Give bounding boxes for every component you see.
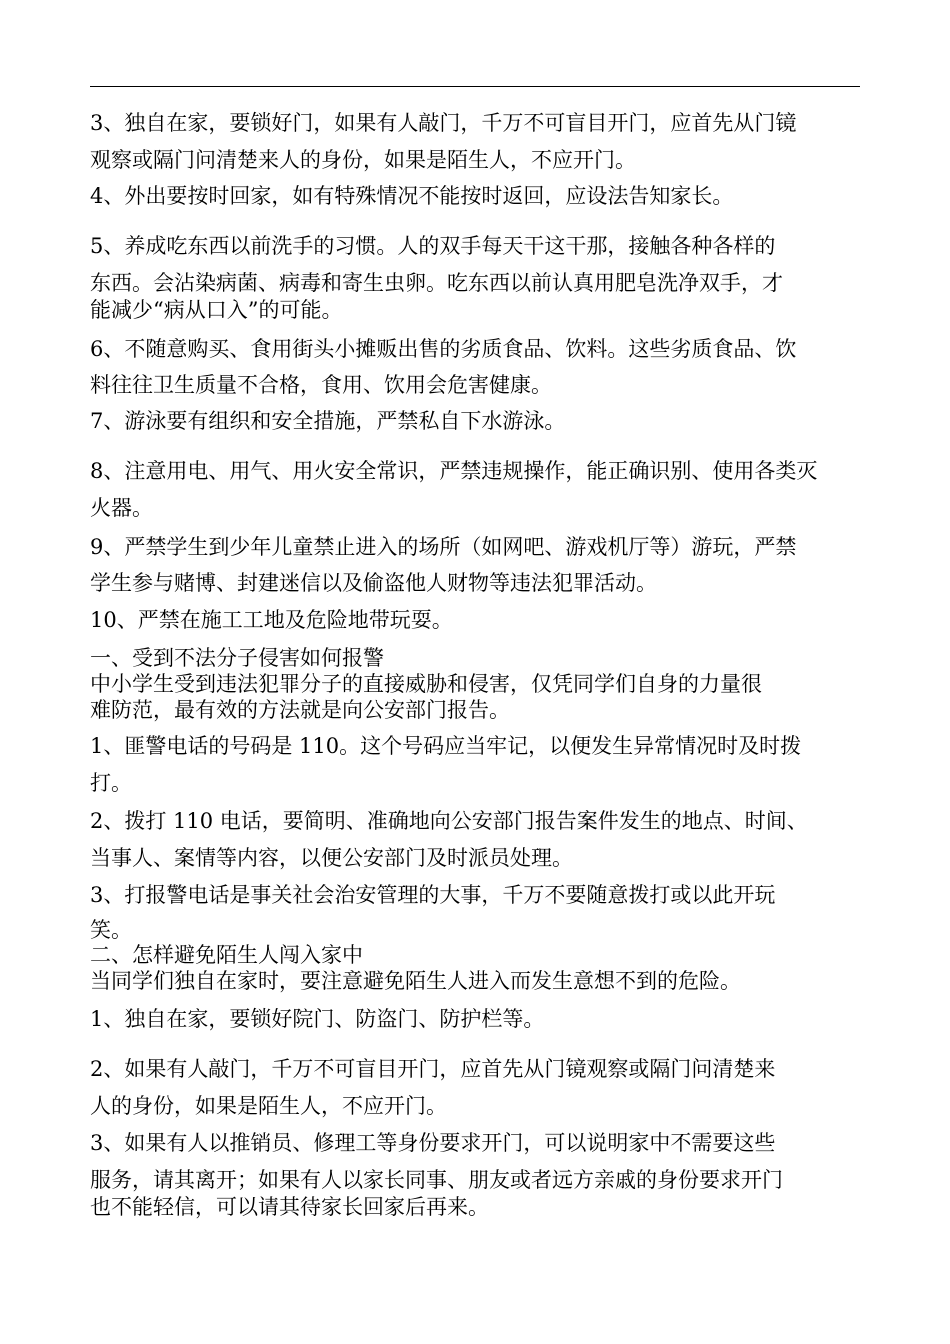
header-rule (90, 86, 860, 87)
text-line: 4、外出要按时回家，如有特殊情况不能按时返回，应设法告知家长。 (90, 184, 734, 208)
text-line: 8、注意用电、用气、用火安全常识，严禁违规操作，能正确识别、使用各类灭 (90, 459, 818, 483)
text-line: 6、不随意购买、食用街头小摊贩出售的劣质食品、饮料。这些劣质食品、饮 (90, 337, 797, 361)
text-line: 3、打报警电话是事关社会治安管理的大事，千万不要随意拨打或以此开玩 (90, 883, 776, 907)
text-line: 学生参与赌博、封建迷信以及偷盗他人财物等违法犯罪活动。 (90, 571, 657, 595)
text-line: 打。 (90, 771, 132, 795)
text-line: 人的身份，如果是陌生人，不应开门。 (90, 1094, 447, 1118)
text-line: 火器。 (90, 496, 153, 520)
text-line: 观察或隔门问清楚来人的身份，如果是陌生人，不应开门。 (90, 148, 636, 172)
text-line: 能减少“病从口入”的可能。 (90, 298, 343, 322)
text-line: 3、独自在家，要锁好门，如果有人敲门，千万不可盲目开门，应首先从门镜 (90, 111, 797, 135)
text-line: 3、如果有人以推销员、修理工等身份要求开门，可以说明家中不需要这些 (90, 1131, 776, 1155)
text-line: 7、游泳要有组织和安全措施，严禁私自下水游泳。 (90, 409, 566, 433)
text-line: 也不能轻信，可以请其待家长回家后再来。 (90, 1195, 489, 1219)
text-line: 10、严禁在施工工地及危险地带玩耍。 (90, 608, 453, 632)
text-line: 当事人、案情等内容，以便公安部门及时派员处理。 (90, 846, 573, 870)
section-heading: 二、怎样避免陌生人闯入家中 (90, 943, 363, 967)
text-line: 1、独自在家，要锁好院门、防盗门、防护栏等。 (90, 1007, 545, 1031)
text-line: 9、严禁学生到少年儿童禁止进入的场所（如网吧、游戏机厅等）游玩，严禁 (90, 535, 797, 559)
text-line: 1、匪警电话的号码是 110。这个号码应当牢记，以便发生异常情况时及时拨 (90, 734, 802, 758)
text-line: 当同学们独自在家时，要注意避免陌生人进入而发生意想不到的危险。 (90, 969, 741, 993)
section-heading: 一、受到不法分子侵害如何报警 (90, 646, 384, 670)
text-line: 中小学生受到违法犯罪分子的直接威胁和侵害，仅凭同学们自身的力量很 (90, 672, 762, 696)
text-line: 东西。会沾染病菌、病毒和寄生虫卵。吃东西以前认真用肥皂洗净双手，才 (90, 271, 783, 295)
text-line: 笑。 (90, 918, 132, 942)
text-line: 难防范，最有效的方法就是向公安部门报告。 (90, 698, 510, 722)
text-line: 服务，请其离开；如果有人以家长同事、朋友或者远方亲戚的身份要求开门 (90, 1168, 783, 1192)
text-line: 料往往卫生质量不合格，食用、饮用会危害健康。 (90, 373, 552, 397)
text-line: 5、养成吃东西以前洗手的习惯。人的双手每天干这干那，接触各种各样的 (90, 234, 776, 258)
text-line: 2、拨打 110 电话，要简明、准确地向公安部门报告案件发生的地点、时间、 (90, 809, 808, 833)
text-line: 2、如果有人敲门，千万不可盲目开门，应首先从门镜观察或隔门问清楚来 (90, 1057, 776, 1081)
